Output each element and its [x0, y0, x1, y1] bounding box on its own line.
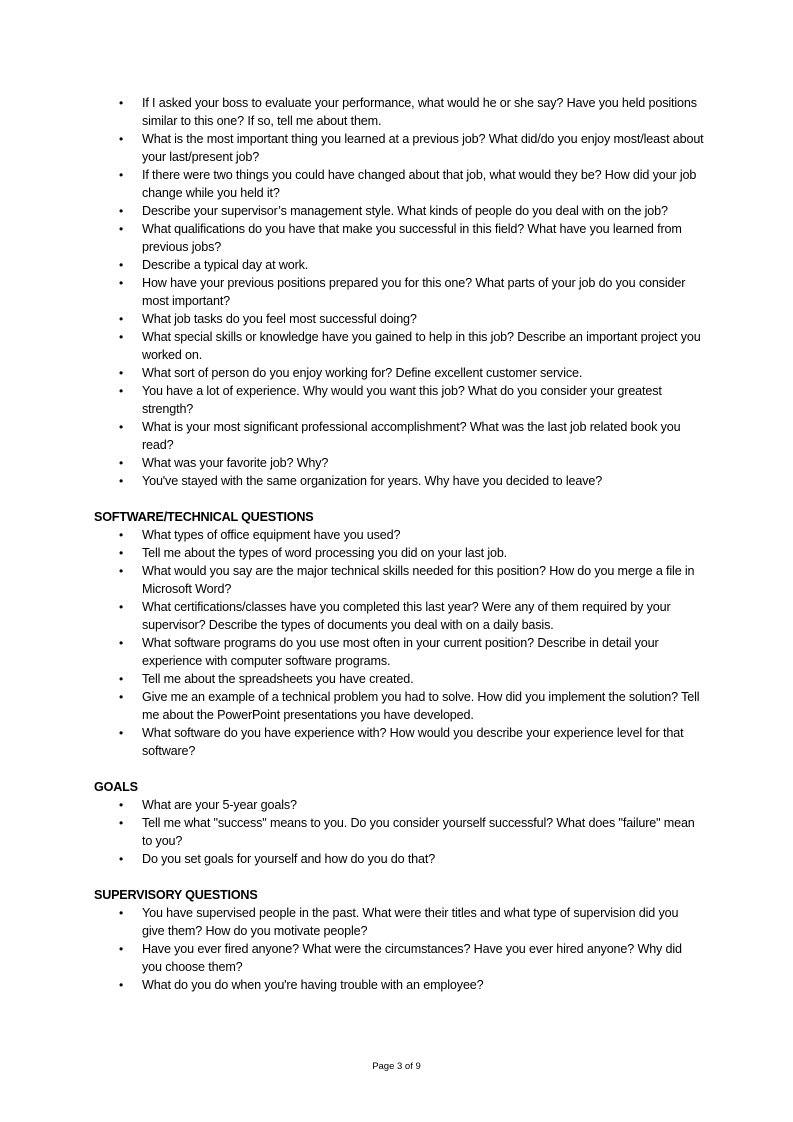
question-item [94, 382, 704, 418]
question-sections [94, 508, 704, 994]
section-question-list [94, 796, 704, 868]
bullet-icon: • [118, 726, 124, 740]
bullet-icon: • [118, 258, 124, 272]
question-text: Give me an example of a technical problem you had to solve. How did you implement the solution? Tell me about the PowerPoint presentations you have developed. [142, 690, 700, 722]
intro-question-list [94, 94, 704, 490]
question-text: What qualifications do you have that make you successful in this field? What have you learned from previous jobs? [142, 222, 682, 254]
question-text: What is the most important thing you learned at a previous job? What did/do you enjoy most/least about your last/present job? [142, 132, 704, 164]
question-text: What software do you have experience with? How would you describe your experience level for that software? [142, 726, 684, 758]
bullet-icon: • [118, 798, 124, 812]
bullet-icon: • [118, 420, 124, 434]
section-heading: GOALS [94, 780, 138, 794]
question-text: What do you do when you're having trouble with an employee? [142, 978, 484, 992]
question-item [94, 418, 704, 454]
question-item [94, 544, 704, 562]
section-question-list [94, 904, 704, 994]
question-text: Describe a typical day at work. [142, 258, 309, 272]
question-text: What was your favorite job? Why? [142, 456, 329, 470]
question-text: Tell me about the spreadsheets you have created. [142, 672, 414, 686]
bullet-icon: • [118, 636, 124, 650]
bullet-icon: • [118, 690, 124, 704]
question-item [94, 202, 704, 220]
bullet-icon: • [118, 312, 124, 326]
question-text: Do you set goals for yourself and how do you do that? [142, 852, 436, 866]
question-item [94, 562, 704, 598]
bullet-icon: • [118, 906, 124, 920]
section-heading: SUPERVISORY QUESTIONS [94, 888, 258, 902]
question-item [94, 688, 704, 724]
question-text: If I asked your boss to evaluate your performance, what would he or she say? Have you held positions similar to this one? If so, tell me about them. [142, 96, 697, 128]
bullet-icon: • [118, 528, 124, 542]
section-question-list [94, 526, 704, 760]
question-text: Tell me what "success" means to you. Do you consider yourself successful? What does "failure" mean to you? [142, 816, 695, 848]
page-number: Page 3 of 9 [372, 1061, 421, 1072]
bullet-icon: • [118, 330, 124, 344]
question-item [94, 256, 704, 274]
question-text: What is your most significant professional accomplishment? What was the last job related book you read? [142, 420, 681, 452]
question-item [94, 364, 704, 382]
question-text: Tell me about the types of word processing you did on your last job. [142, 546, 508, 560]
bullet-icon: • [118, 168, 124, 182]
question-item [94, 634, 704, 670]
question-item [94, 940, 704, 976]
bullet-icon: • [118, 816, 124, 830]
document-body [94, 94, 704, 994]
question-text: What sort of person do you enjoy working for? Define excellent customer service. [142, 366, 583, 380]
bullet-icon: • [118, 366, 124, 380]
question-item [94, 328, 704, 364]
bullet-icon: • [118, 276, 124, 290]
bullet-icon: • [118, 384, 124, 398]
question-text: You have a lot of experience. Why would you want this job? What do you consider your greatest strength? [142, 384, 662, 416]
question-item [94, 796, 704, 814]
question-text: Describe your supervisor’s management style. What kinds of people do you deal with on the job? [142, 204, 668, 218]
question-item [94, 220, 704, 256]
bullet-icon: • [118, 474, 124, 488]
question-item [94, 850, 704, 868]
question-text: What software programs do you use most often in your current position? Describe in detail your experience with computer software programs. [142, 636, 659, 668]
bullet-icon: • [118, 222, 124, 236]
question-item [94, 724, 704, 760]
question-text: How have your previous positions prepared you for this one? What parts of your job do you consider most important? [142, 276, 686, 308]
section-heading: SOFTWARE/TECHNICAL QUESTIONS [94, 510, 314, 524]
bullet-icon: • [118, 978, 124, 992]
question-item [94, 310, 704, 328]
question-item [94, 130, 704, 166]
question-item [94, 598, 704, 634]
bullet-icon: • [118, 600, 124, 614]
question-item [94, 472, 704, 490]
question-item [94, 814, 704, 850]
question-item [94, 274, 704, 310]
bullet-icon: • [118, 96, 124, 110]
question-item [94, 670, 704, 688]
page-footer [0, 1061, 793, 1073]
bullet-icon: • [118, 456, 124, 470]
question-text: If there were two things you could have changed about that job, what would they be? How did your job change while you held it? [142, 168, 697, 200]
bullet-icon: • [118, 942, 124, 956]
bullet-icon: • [118, 132, 124, 146]
question-item [94, 526, 704, 544]
question-item [94, 904, 704, 940]
question-text: What are your 5-year goals? [142, 798, 297, 812]
question-text: What certifications/classes have you completed this last year? Were any of them required by your supervisor? Describe the types of documents you deal with on a daily basis. [142, 600, 671, 632]
bullet-icon: • [118, 546, 124, 560]
question-text: What would you say are the major technical skills needed for this position? How do you merge a file in Microsoft Word? [142, 564, 695, 596]
question-item [94, 454, 704, 472]
question-text: What special skills or knowledge have you gained to help in this job? Describe an important project you worked on. [142, 330, 701, 362]
bullet-icon: • [118, 852, 124, 866]
question-text: Have you ever fired anyone? What were the circumstances? Have you ever hired anyone? Why did you choose them? [142, 942, 682, 974]
bullet-icon: • [118, 672, 124, 686]
question-text: What types of office equipment have you used? [142, 528, 401, 542]
question-item [94, 976, 704, 994]
bullet-icon: • [118, 564, 124, 578]
bullet-icon: • [118, 204, 124, 218]
question-text: You've stayed with the same organization for years. Why have you decided to leave? [142, 474, 603, 488]
question-item [94, 166, 704, 202]
question-text: You have supervised people in the past. What were their titles and what type of supervision did you give them? How do you motivate people? [142, 906, 679, 938]
question-text: What job tasks do you feel most successful doing? [142, 312, 417, 326]
question-item [94, 94, 704, 130]
